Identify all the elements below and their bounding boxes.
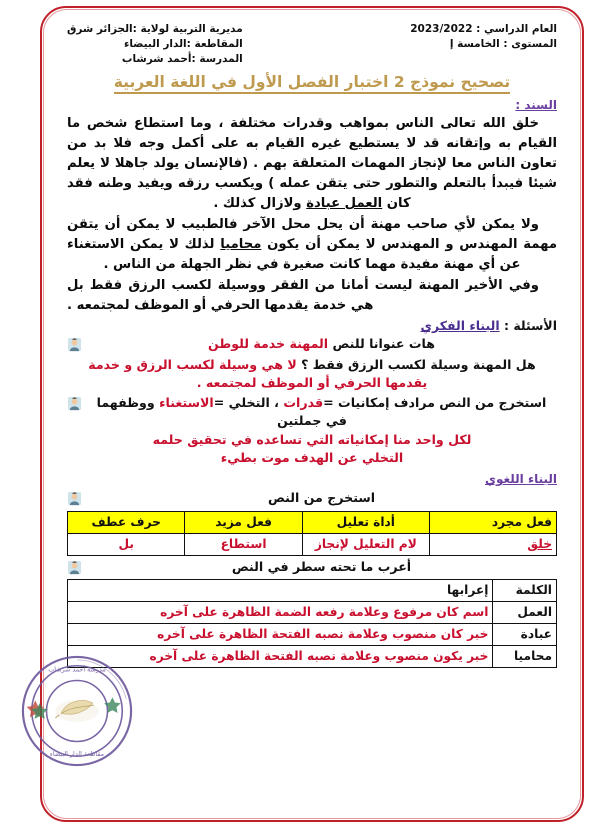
question-3-answer-1: قدرات: [283, 395, 324, 411]
question-3-tail: في جملتين: [277, 413, 347, 429]
support-label-row: [67, 94, 557, 113]
question-3-prompt-3: ووظفهما: [96, 395, 160, 411]
word-ibada: عبادة: [493, 623, 557, 645]
col-header-augmented-verb: فعل مزيد: [185, 511, 302, 533]
col-header-causal-particle: أداة تعليل: [302, 511, 429, 533]
parsing-table: [67, 579, 557, 668]
language-instruction-row: [67, 489, 557, 507]
question-3-extra-answer-1: لكل واحد منا إمكانياته التي تساعده في تحقيق حلمه: [152, 431, 472, 447]
question-2-text: [67, 356, 557, 393]
document-header: [67, 22, 557, 68]
page-title: تصحيح نموذج 2 اختبار الفصل الأول في اللغة العربية: [114, 73, 511, 94]
question-3-text: [86, 394, 557, 412]
school-stamp: [18, 652, 136, 770]
col-header-conjunction: حرف عطف: [68, 511, 185, 533]
question-3-extra-answer-2: التخلي عن الهدف موت بطيء: [220, 450, 404, 466]
cell-bare-verb-text: خلق: [527, 537, 552, 552]
para3-text: وفي الأخير المهنة ليست أمانا من الفقر ووسيلة لكسب الرزق فقط بل هي خدمة يقدمها الحرفي أو الموظف لمجتمعه .: [67, 278, 539, 314]
table-header-row: [68, 511, 557, 533]
question-3-prompt-2: ، التخلي =: [213, 395, 284, 411]
question-2-prompt: هل المهنة وسيلة لكسب الرزق فقط ؟: [296, 356, 536, 372]
cell-conjunction: بل: [68, 533, 185, 555]
question-1-answer: المهنة خدمة للوطن: [208, 336, 329, 352]
question-item-2: [67, 356, 557, 393]
teacher-icon: [67, 491, 82, 506]
teacher-icon: [67, 560, 82, 575]
directorate-line: مديرية التربية لولاية :الجزائر شرق: [67, 23, 243, 35]
language-section-label: البناء اللغوي: [484, 472, 557, 487]
parsing-instruction-row: [67, 558, 557, 576]
cell-augmented-verb: استطاع: [185, 533, 302, 555]
question-3-answer-2: الاستغناء: [159, 395, 214, 411]
questions-heading: [67, 318, 557, 333]
para1-post: ولازال كذلك .: [213, 195, 307, 211]
table-header-row: [68, 579, 557, 601]
question-1-prompt: هات عنوانا للنص: [328, 336, 435, 352]
table-row: [68, 601, 557, 623]
parsing-instruction: أعرب ما تحته سطر في النص: [231, 558, 412, 574]
language-label-row: [67, 468, 557, 487]
parsing-muhamiyan: خبر يكون منصوب وعلامة نصبه الفتحة الظاهرة على آخره: [68, 645, 493, 667]
para1-pre: خلق الله تعالى الناس بمواهب وقدرات مختلفة ، وما استطاع شخص ما القيام به وإتقانه قد لا يستطيع غيره القيام به على أكمل وجه فلا بد من تعاون الناس معا لإنجاز المهمات المتعلقة بهم . (فالإنسان يولد جاهلا لا يعلم شيئا فيبدأ بالتعلم والتطور حتى يتقن عمله ) ويكسب رزقه ويفيد وطنه فقد كان: [67, 115, 557, 211]
district-line: المقاطعة :الدار البيضاء: [123, 38, 243, 51]
col-header-parsing: إعرابها: [68, 579, 493, 601]
level-line: المستوى : الخامسة إ: [449, 38, 557, 51]
header-right-block: [67, 22, 243, 68]
document-content: [9, 6, 591, 668]
table-row: [68, 623, 557, 645]
svg-text:مدرسة أحمد شرشاب: مدرسة أحمد شرشاب: [48, 665, 106, 674]
school-year-line: العام الدراسي : 2023/2022: [410, 23, 557, 35]
parsing-al-amal: اسم كان مرفوع وعلامة رفعه الضمة الظاهرة على آخره: [68, 601, 493, 623]
question-2-answer: لا هي وسيلة لكسب الرزق و خدمة يقدمها الحرفي أو الموظف لمجتمعه .: [88, 356, 428, 390]
para2-post: لذلك لا يمكن الاستغناء عن أي مهنة مفيدة مهما كانت صغيرة في نظر الجهلة من الناس .: [67, 237, 521, 273]
teacher-icon: [67, 396, 82, 411]
table-row: [68, 645, 557, 667]
question-1-text: [86, 335, 557, 353]
para1-underlined: العمل عبادة: [306, 195, 383, 211]
teacher-icon: [67, 337, 82, 352]
para2-pre: ولا يمكن لأي صاحب مهنة أن يحل محل الآخر فالطبيب لا يمكن أن يتقن مهمة المهندس و المهندس لا يمكن أن يكون: [67, 216, 557, 253]
cell-causal-particle: لام التعليل لإنجاز: [302, 533, 429, 555]
support-label: السند :: [515, 97, 557, 112]
title-container: [67, 72, 557, 94]
svg-text:مقاطعة الدار البيضاء: مقاطعة الدار البيضاء: [49, 750, 105, 759]
cell-bare-verb: [429, 533, 556, 555]
question-item-3: [67, 394, 557, 412]
language-instruction: استخرج من النص: [267, 490, 376, 506]
col-header-bare-verb: فعل مجرد: [429, 511, 556, 533]
table-row: [68, 533, 557, 555]
support-paragraph-1: [67, 114, 557, 214]
extraction-table: [67, 511, 557, 556]
header-left-block: [370, 22, 557, 52]
word-muhamiyan: محاميا: [493, 645, 557, 667]
para2-underlined: محاميا: [220, 237, 262, 253]
question-3-prompt: استخرج من النص مرادف إمكانيات =: [323, 395, 547, 411]
word-al-amal: العمل: [493, 601, 557, 623]
questions-heading-main: البناء الفكري: [420, 318, 500, 334]
question-item-1: [67, 335, 557, 353]
school-line: المدرسة :أحمد شرشاب: [121, 53, 243, 66]
parsing-ibada: خبر كان منصوب وعلامة نصبه الفتحة الظاهرة على آخره: [68, 623, 493, 645]
support-paragraph-3: [67, 276, 557, 316]
questions-heading-prefix: الأسئلة :: [499, 318, 557, 334]
col-header-word: الكلمة: [493, 579, 557, 601]
support-paragraph-2: [67, 215, 557, 275]
